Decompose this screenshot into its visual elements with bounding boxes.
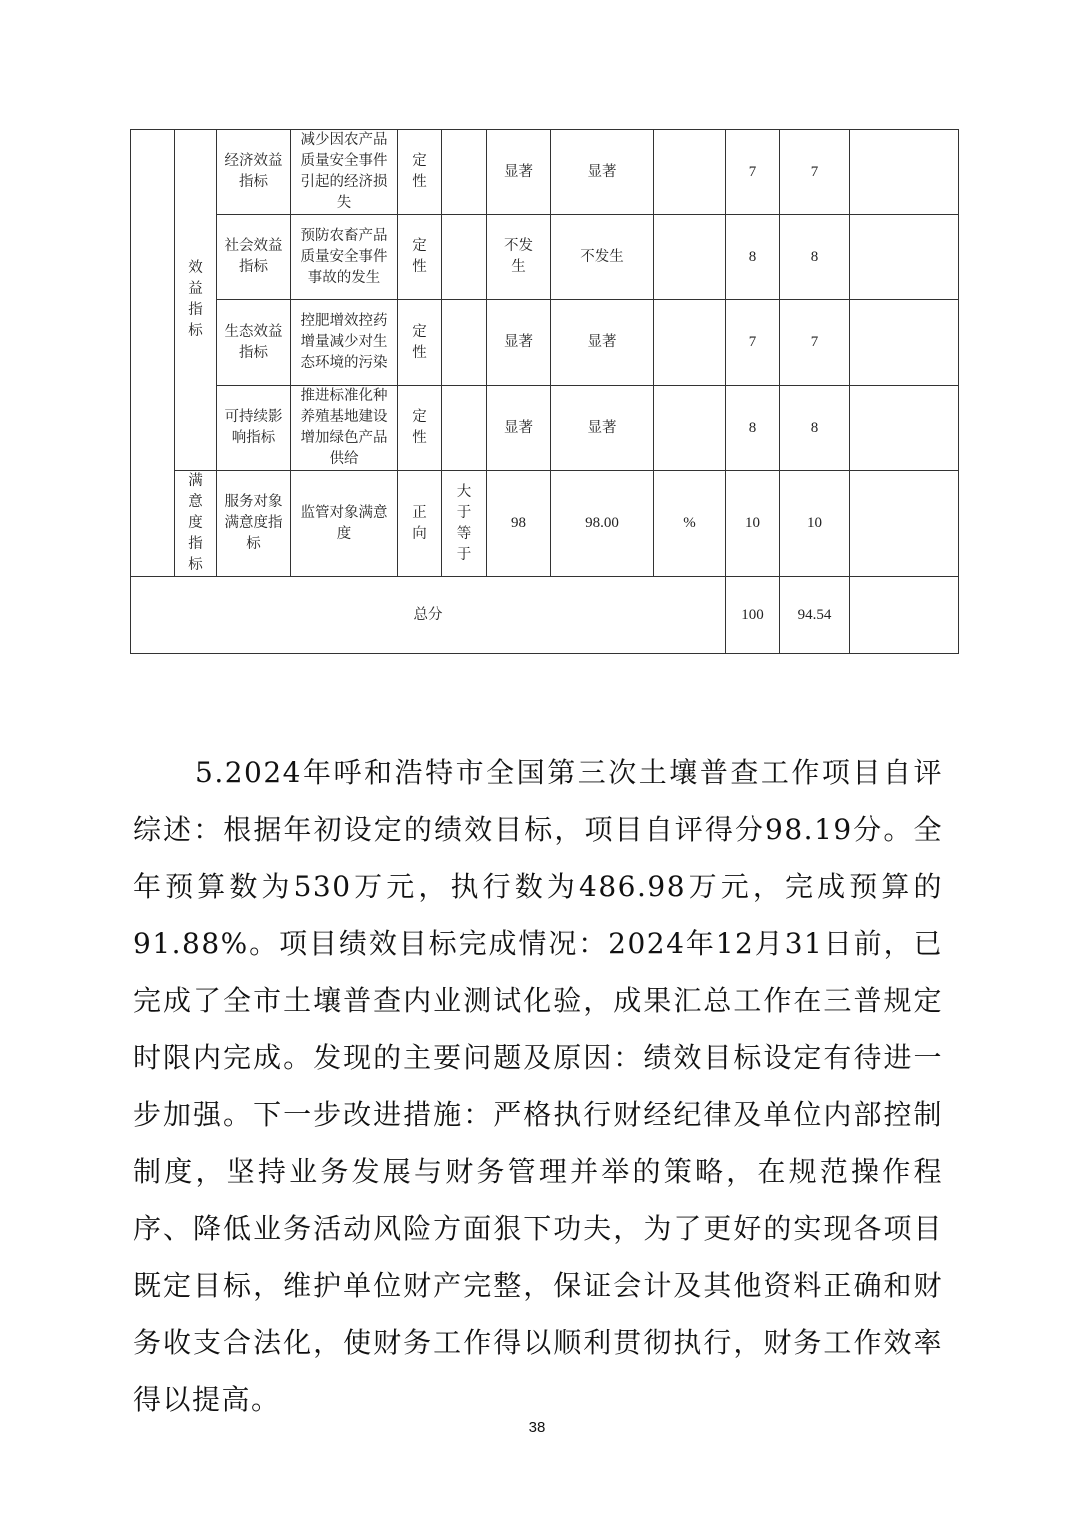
item-cell: 减少因农产品质量安全事件引起的经济损失: [291, 130, 398, 215]
total-note: [850, 577, 959, 654]
total-row: [131, 577, 959, 654]
nature-cell: [398, 300, 442, 386]
nature-label: 定性: [412, 238, 427, 275]
note-cell: [850, 386, 959, 471]
benefit-group-cell: [175, 130, 217, 471]
item-cell: 预防农畜产品质量安全事件事故的发生: [291, 215, 398, 300]
performance-table: [130, 129, 959, 654]
target-cell: 98: [487, 471, 551, 577]
satisfaction-group-cell: [175, 471, 217, 577]
nature-label: 定性: [412, 323, 427, 361]
note-cell: [850, 130, 959, 215]
score-cell: 10: [780, 471, 850, 577]
indicator-cell: 经济效益指标: [217, 130, 291, 215]
target-cell: 显著: [487, 130, 551, 215]
item-cell: 推进标准化种养殖基地建设增加绿色产品供给: [291, 386, 398, 471]
item-cell: 监管对象满意度: [291, 471, 398, 577]
total-score: 94.54: [780, 577, 850, 654]
table-row: [131, 386, 959, 471]
indicator-cell: 可持续影响指标: [217, 386, 291, 471]
item-cell: 控肥增效控药增量减少对生态环境的污染: [291, 300, 398, 386]
operator-cell: [442, 215, 487, 300]
weight-cell: 7: [726, 130, 780, 215]
unit-cell: %: [654, 471, 726, 577]
level1-cell: [131, 130, 175, 577]
unit-cell: [654, 300, 726, 386]
target-cell: [487, 215, 551, 300]
weight-cell: 7: [726, 300, 780, 386]
project-summary-paragraph: 5.2024年呼和浩特市全国第三次土壤普查工作项目自评综述：根据年初设定的绩效目标，项目自评得分98.19分。全年预算数为530万元，执行数为486.98万元，完成预算的91.88%。项目绩效目标完成情况：2024年12月31日前，已完成了全市土壤普查内业测试化验，成果汇总工作在三普规定时限内完成。发现的主要问题及原因：绩效目标设定有待进一步加强。下一步改进措施：严格执行财经纪律及单位内部控制制度，坚持业务发展与财务管理并举的策略，在规范操作程序、降低业务活动风险方面狠下功夫，为了更好的实现各项目既定目标，维护单位财产完整，保证会计及其他资料正确和财务收支合法化，使财务工作得以顺利贯彻执行，财务工作效率得以提高。: [133, 756, 943, 1416]
operator-label: 大于等于: [456, 483, 472, 563]
unit-cell: [654, 386, 726, 471]
satisfaction-group-label: 满意度指标: [188, 473, 203, 573]
note-cell: [850, 215, 959, 300]
operator-cell: [442, 300, 487, 386]
actual-cell: 显著: [551, 300, 654, 386]
nature-cell: [398, 471, 442, 577]
total-weight: 100: [726, 577, 780, 654]
operator-cell: [442, 471, 487, 577]
benefit-group-label: 效益指标: [188, 260, 203, 339]
score-cell: 7: [780, 130, 850, 215]
note-cell: [850, 471, 959, 577]
nature-label: 正向: [412, 504, 427, 542]
table-row: [131, 215, 959, 300]
page-number: 38: [528, 1419, 546, 1436]
target-cell: 显著: [487, 300, 551, 386]
table-row: [131, 130, 959, 215]
nature-label: 定性: [412, 409, 427, 446]
operator-cell: [442, 386, 487, 471]
indicator-cell: 服务对象满意度指标: [217, 471, 291, 577]
unit-cell: [654, 130, 726, 215]
nature-cell: [398, 130, 442, 215]
weight-cell: 10: [726, 471, 780, 577]
score-cell: 7: [780, 300, 850, 386]
actual-cell: 98.00: [551, 471, 654, 577]
operator-cell: [442, 130, 487, 215]
nature-cell: [398, 386, 442, 471]
actual-cell: 不发生: [551, 215, 654, 300]
nature-label: 定性: [412, 153, 427, 190]
unit-cell: [654, 215, 726, 300]
table-row: [131, 300, 959, 386]
note-cell: [850, 300, 959, 386]
target-label: 不发生: [504, 238, 533, 275]
score-cell: 8: [780, 386, 850, 471]
total-label: 总分: [131, 577, 726, 654]
weight-cell: 8: [726, 215, 780, 300]
actual-cell: 显著: [551, 130, 654, 215]
indicator-cell: 生态效益指标: [217, 300, 291, 386]
score-cell: 8: [780, 215, 850, 300]
indicator-cell: 社会效益指标: [217, 215, 291, 300]
actual-cell: 显著: [551, 386, 654, 471]
target-cell: 显著: [487, 386, 551, 471]
weight-cell: 8: [726, 386, 780, 471]
nature-cell: [398, 215, 442, 300]
table-row: [131, 471, 959, 577]
